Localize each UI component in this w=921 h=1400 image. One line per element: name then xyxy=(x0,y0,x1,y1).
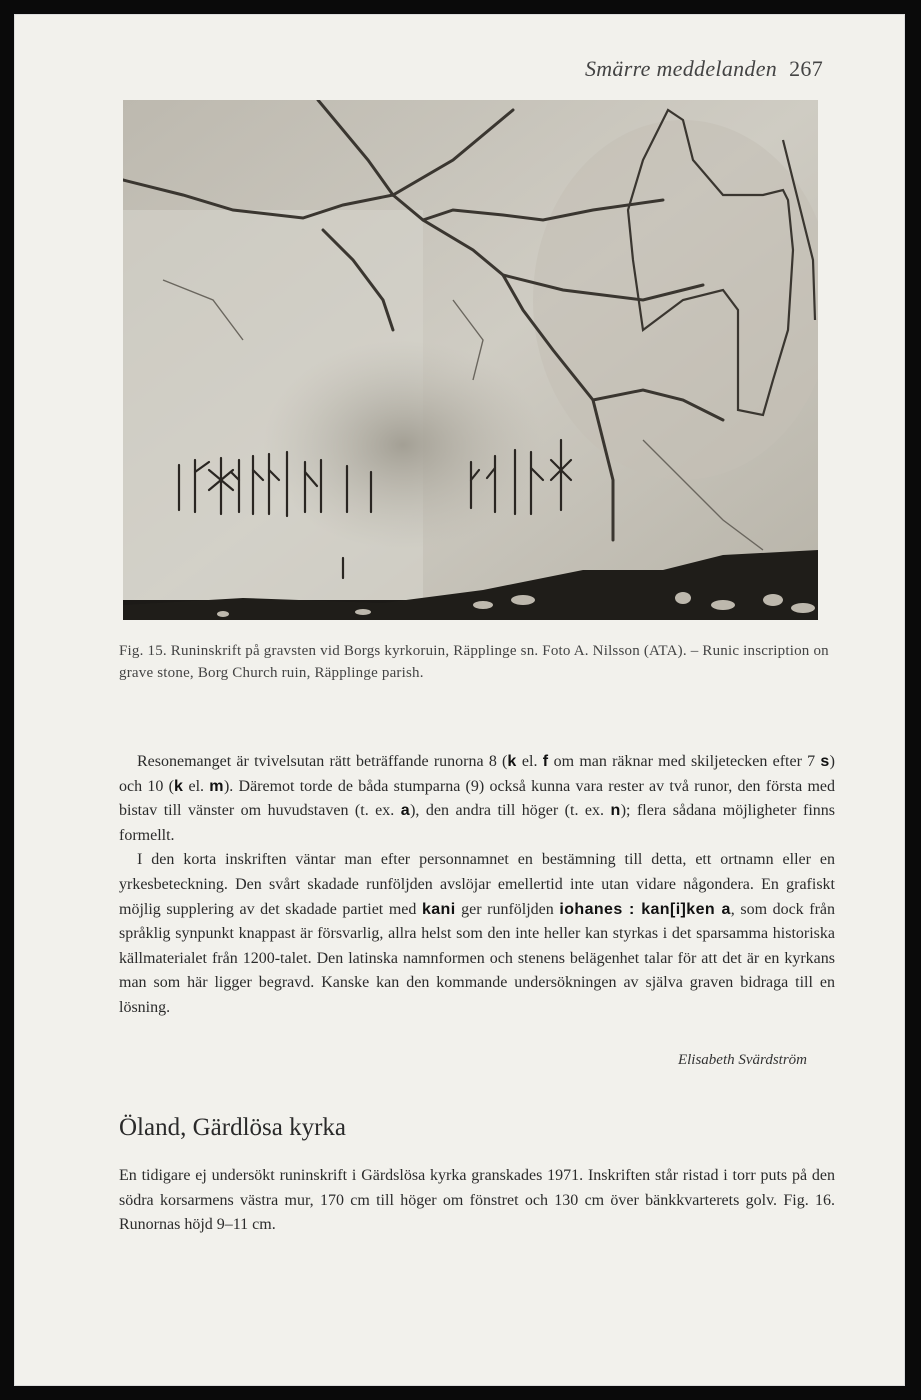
text-run: ); flera sådana möjligheter finns formellt. xyxy=(119,802,835,844)
rune-transliteration: m xyxy=(209,777,224,795)
text-run: ), den andra till höger (t. ex. xyxy=(410,802,611,820)
section-body xyxy=(119,1164,835,1238)
running-head xyxy=(585,56,823,82)
running-head-title: Smärre meddelanden xyxy=(584,56,778,81)
rune-transliteration: k xyxy=(173,777,184,795)
page xyxy=(14,14,905,1386)
text-run: ). Däremot torde de båda stumparna (9) också kunna vara rester av två runor, den första med bistav till vänster om huvudstaven (t. ex. xyxy=(119,777,836,820)
article-body xyxy=(119,750,835,1021)
figure-photo-grave-stone xyxy=(123,100,818,620)
text-run: ) och 10 ( xyxy=(119,753,835,795)
text-run: om man räknar med skiljetecken efter 7 xyxy=(548,753,821,770)
text-run: I den korta inskriften väntar man efter personnamnet en bestämning till detta, ett ortnamn eller en yrkesbeteckning. Den svårt skadade runföljden avslöjar emellertid inte utan vidare någondera. En grafiskt möjlig supplering av det skadade partiet med xyxy=(119,851,835,918)
paragraph-2 xyxy=(119,848,835,1020)
rune-transliteration: k xyxy=(507,753,517,770)
rune-transliteration: f xyxy=(542,753,549,770)
rune-transliteration: kani xyxy=(421,900,456,918)
rune-transliteration: a xyxy=(400,802,411,820)
text-run: el. xyxy=(183,777,210,795)
rune-transliteration: s xyxy=(820,753,830,770)
section-heading: Öland, Gärdlösa kyrka xyxy=(119,1114,347,1141)
rune-transliteration: iohanes : kan[i]ken a xyxy=(559,900,731,918)
text-run: ger runföljden xyxy=(455,900,560,918)
text-run: Resonemanget är tvivelsutan rätt beträffande runorna 8 ( xyxy=(137,753,508,770)
rune-transliteration: n xyxy=(610,802,621,820)
text-run: , som dock från språklig synpunkt knappast är försvarlig, allra helst som den inte heller kan styrkas i det sparsamma historiska källmaterialet från 1200-talet. Den latinska namnformen och stenens belägenhet talar för att det är en kyrkans man som här ligger begravd. Kanske kan den kommande undersökningen av själva graven bidraga till en lösning. xyxy=(119,900,836,1016)
text-run: el. xyxy=(516,753,543,770)
stone-photo-illustration xyxy=(123,100,818,620)
author-signature: Elisabeth Svärdström xyxy=(677,1052,807,1068)
section-paragraph: En tidigare ej undersökt runinskrift i Gärdslösa kyrka granskades 1971. Inskriften står ristad i torr puts på den södra korsarmens västra mur, 170 cm till höger om fönstret och 130 cm över bänkkvarterets golv. Fig. 16. Runornas höjd 9–11 cm. xyxy=(119,1167,835,1234)
paragraph-1 xyxy=(119,750,835,848)
figure-caption: Fig. 15. Runinskrift på gravsten vid Borgs kyrkoruin, Räpplinge sn. Foto A. Nilsson (ATA). – Runic inscription on grave stone, Borg Church ruin, Räpplinge parish. xyxy=(119,643,829,681)
page-number: 267 xyxy=(789,56,823,81)
